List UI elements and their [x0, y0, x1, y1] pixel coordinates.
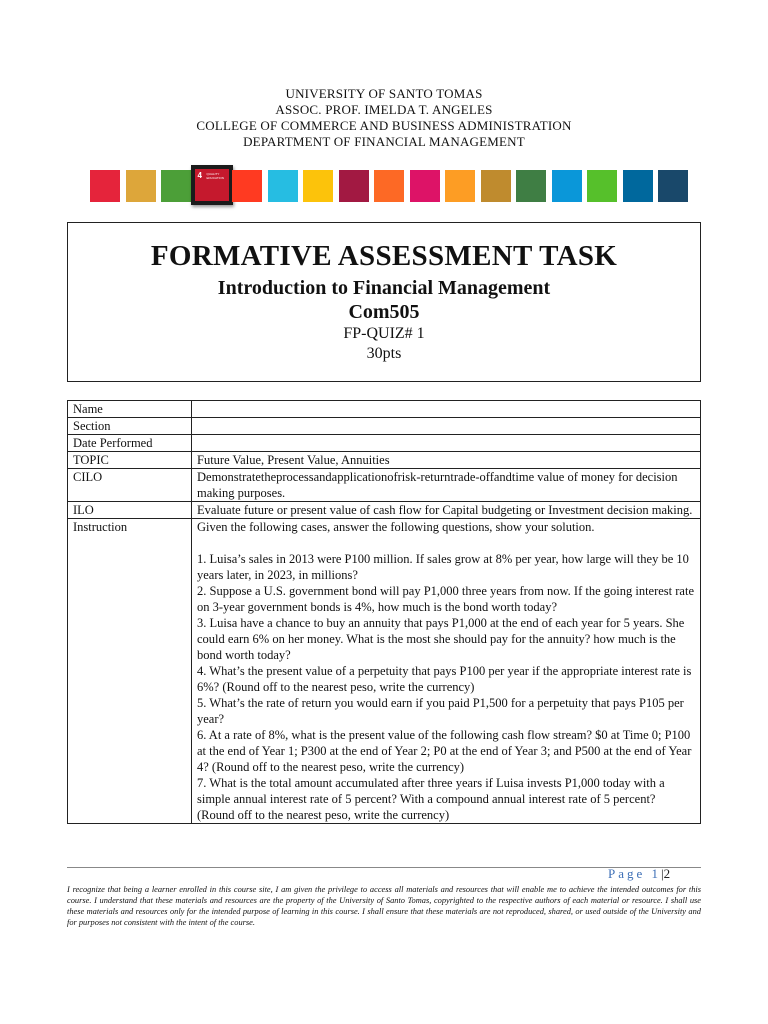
subject-title: Introduction to Financial Management — [217, 277, 551, 299]
sdg-tile — [90, 170, 120, 202]
sdg-4-quality-education-icon — [191, 165, 233, 205]
question-7: 7. What is the total amount accumulated after three years if Luisa invests P1,000 today with a simple annual interest rate of 5 percent? With a compound annual interest rate of 5 percent? (Round off to the nearest peso, write the currency) — [197, 776, 665, 822]
quiz-label: FP-QUIZ# 1 — [343, 325, 425, 342]
question-3: 3. Luisa have a chance to buy an annuity that pays P1,000 at the end of each year for 5 years. She could earn 6% on her money. What is the most she should pay for the annuity? how much is the bond worth today? — [197, 616, 685, 662]
page-current: 1 — [651, 866, 662, 881]
section-label: Section — [68, 418, 192, 435]
name-row — [68, 401, 701, 418]
date-row — [68, 435, 701, 452]
footer-divider — [67, 867, 701, 868]
sdg-tile — [374, 170, 404, 202]
sdg-tile — [126, 170, 156, 202]
topic-label: TOPIC — [68, 452, 192, 469]
topic-value: Future Value, Present Value, Annuities — [192, 452, 701, 469]
cilo-row — [68, 469, 701, 502]
page-number — [608, 866, 670, 882]
sdg-tile — [232, 170, 262, 202]
sdg-tile — [658, 170, 688, 202]
university-name: UNIVERSITY OF SANTO TOMAS — [285, 86, 483, 101]
points-label: 30pts — [366, 345, 402, 362]
course-code: Com505 — [348, 301, 420, 323]
date-label: Date Performed — [68, 435, 192, 452]
department-name: DEPARTMENT OF FINANCIAL MANAGEMENT — [243, 134, 525, 149]
instruction-content — [192, 519, 701, 824]
sdg-tile — [623, 170, 653, 202]
question-1: 1. Luisa’s sales in 2013 were P100 million. If sales grow at 8% per year, how large will they be 10 years later, in 2023, in millions? — [197, 552, 689, 582]
instruction-intro: Given the following cases, answer the following questions, show your solution. — [197, 520, 595, 534]
sdg-tile — [516, 170, 546, 202]
section-row — [68, 418, 701, 435]
page-separator-icon: | — [661, 866, 664, 881]
college-name: COLLEGE OF COMMERCE AND BUSINESS ADMINISTRATION — [196, 118, 572, 133]
sdg-tile — [339, 170, 369, 202]
sdg-number: 4 — [197, 171, 202, 180]
date-field[interactable] — [192, 435, 701, 452]
cilo-label: CILO — [68, 469, 192, 502]
page-total: 2 — [663, 866, 671, 881]
professor-name: ASSOC. PROF. IMELDA T. ANGELES — [275, 102, 493, 117]
sdg-tile — [481, 170, 511, 202]
disclaimer-text: I recognize that being a learner enrolled in this course site, I am given the privilege to access all materials and resources that will enable me to achieve the intended outcomes for this course. I understand that these materials and resources are the property of the University of Santo Tomas, copyrighted to the respective authors of each material or resource. I shall use these materials and resources only for the intended purpose of learning in this course. I shall ensure that these materials are not reproduced, shared, or used outside of the University and for purposes not consistent with the intent of the course. — [67, 885, 701, 927]
ilo-row — [68, 502, 701, 519]
sdg-tile — [161, 170, 191, 202]
sdg-color-strip — [90, 170, 680, 202]
info-table — [67, 400, 701, 824]
question-6: 6. At a rate of 8%, what is the present value of the following cash flow stream? $0 at Time 0; P100 at the end of Year 1; P300 at the end of Year 2; P0 at the end of Year 3; and P500 at the end of Year 4? (Round off to the nearest peso, write the currency) — [197, 728, 692, 774]
topic-row — [68, 452, 701, 469]
question-5: 5. What’s the rate of return you would earn if you paid P1,500 for a perpetuity that pays P105 per year? — [197, 696, 684, 726]
sdg-tile — [268, 170, 298, 202]
instruction-label: Instruction — [68, 519, 192, 824]
question-list — [197, 551, 695, 823]
sdg-tile — [303, 170, 333, 202]
name-label: Name — [68, 401, 192, 418]
sdg-tile — [410, 170, 440, 202]
name-field[interactable] — [192, 401, 701, 418]
ilo-label: ILO — [68, 502, 192, 519]
sdg-label: QUALITY EDUCATION — [206, 172, 224, 180]
sdg-tile — [587, 170, 617, 202]
section-field[interactable] — [192, 418, 701, 435]
instruction-row — [68, 519, 701, 824]
sdg-tile — [552, 170, 582, 202]
question-2: 2. Suppose a U.S. government bond will pay P1,000 three years from now. If the going interest rate on 3-year government bonds is 4%, how much is the bond worth today? — [197, 584, 695, 614]
question-4: 4. What’s the present value of a perpetuity that pays P100 per year if the appropriate interest rate is 6%? (Round off to the nearest peso, write the currency) — [197, 664, 692, 694]
title-box — [67, 222, 701, 382]
sdg-tile — [445, 170, 475, 202]
document-header — [0, 86, 768, 150]
ilo-value: Evaluate future or present value of cash flow for Capital budgeting or Investment decision making. — [192, 502, 701, 519]
cilo-value: Demonstratetheprocessandapplicationofrisk-returntrade-offandtime value of money for decision making purposes. — [192, 469, 701, 502]
assessment-title: FORMATIVE ASSESSMENT TASK — [150, 240, 618, 272]
page-label: Page — [608, 866, 646, 881]
